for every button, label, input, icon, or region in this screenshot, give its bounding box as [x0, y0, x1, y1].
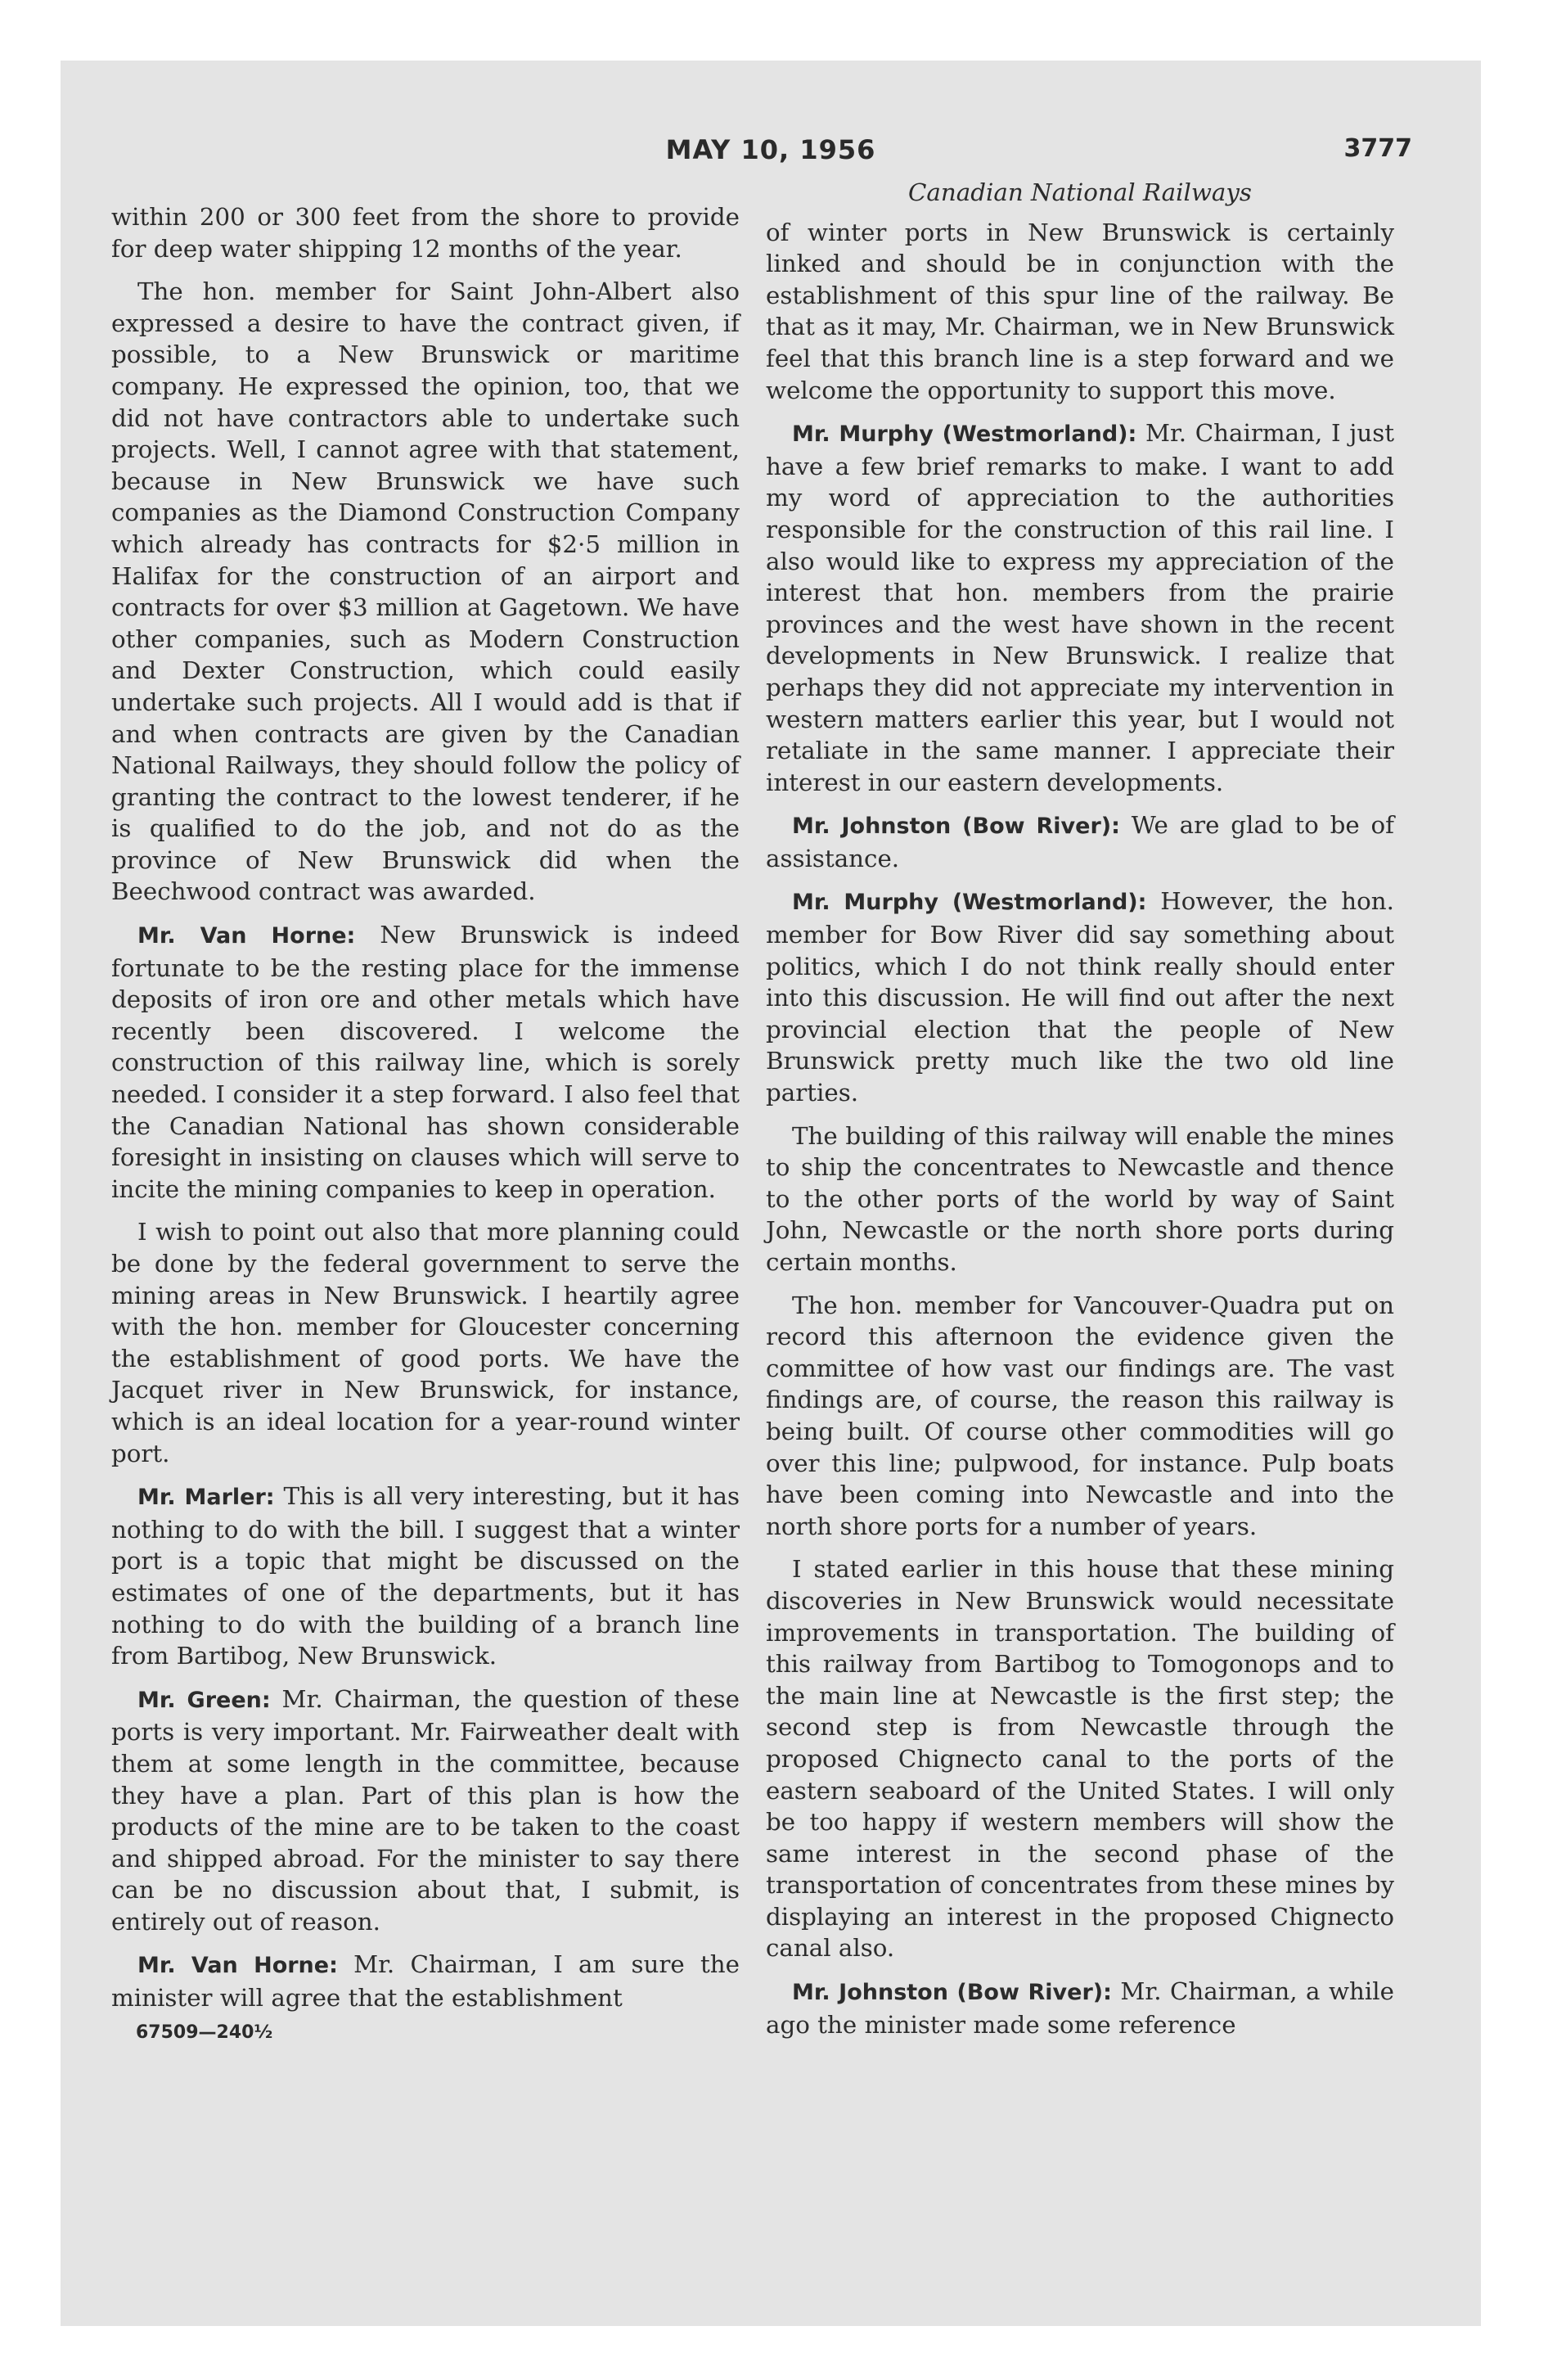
paragraph: The hon. member for Vancouver-Quadra put on record this afternoon the evidence given the committee of how vast our findings are. The vast findings are, of course, the reason this railway is being built. Of course other commodities will go over this line; pulpwood, for instance. Pulp boats have been coming into Newcastle and into the north shore ports for a number of years.	[766, 1291, 1394, 1540]
speaker-name: Mr. Marler:	[137, 1485, 275, 1511]
paragraph: The building of this railway will enable the mines to ship the concentrates to Newcastle and thence to the other ports of the world by way of Saint John, Newcastle or the north shore ports during certain months.	[766, 1121, 1394, 1276]
speech-text: Mr. Chairman, a while ago the minister made some reference	[766, 1977, 1394, 2039]
speaker-name: Mr. Green:	[137, 1687, 271, 1713]
speech-paragraph	[766, 1976, 1394, 2040]
printer-signature: 67509—240½	[136, 2022, 273, 2043]
page-date: MAY 10, 1956	[665, 134, 876, 165]
speech-paragraph	[111, 1684, 740, 1938]
speaker-name: Mr. Van Horne:	[137, 1953, 338, 1979]
speech-paragraph	[111, 1949, 740, 2013]
speech-text: This is all very interesting, but it has nothing to do with the bill. I suggest that a winter port is a topic that might be discussed on the estimates of one of the departments, but it has nothing to do with the building of a branch line from Bartibog, New Brunswick.	[111, 1482, 740, 1670]
speaker-name: Mr. Murphy (Westmorland):	[792, 890, 1147, 916]
speech-paragraph	[766, 417, 1394, 798]
right-column	[766, 178, 1394, 2052]
speaker-name: Mr. Johnston (Bow River):	[792, 1980, 1112, 2006]
left-column	[111, 201, 740, 2049]
speech-text: Mr. Chairman, the question of these ports is very important. Mr. Fairweather dealt with them at some length in the committee, because they have a plan. Part of this plan is how the products of the mine are to be taken to the coast and shipped abroad. For the minister to say there can be no discussion about that, I submit, is entirely out of reason.	[111, 1684, 740, 1936]
paragraph: The hon. member for Saint John-Albert also expressed a desire to have the contract given, if possible, to a New Brunswick or maritime company. He expressed the opinion, too, that we did not have contractors able to undertake such projects. Well, I cannot agree with that statement, because in New Brunswick we have such companies as the Diamond Construction Company which already has contracts for $2·5 million in Halifax for the construction of an airport and contracts for over $3 million at Gagetown. We have other companies, such as Modern Construction and Dexter Construction, which could easily undertake such projects. All I would add is that if and when contracts are given by the Canadian National Railways, they should follow the policy of granting the contract to the lowest tenderer, if he is qualified to do the job, and not do as the province of New Brunswick did when the Beechwood contract was awarded.	[111, 277, 740, 906]
speaker-name: Mr. Van Horne:	[137, 923, 356, 949]
speech-text: New Brunswick is indeed fortunate to be the resting place for the immense deposits of iron ore and other metals which have recently been discovered. I welcome the construction of this railway line, which is sorely needed. I consider it a step forward. I also feel that the Canadian National has shown considerable foresight in insisting on clauses which will serve to incite the mining companies to keep in operation.	[111, 921, 740, 1203]
speaker-name: Mr. Johnston (Bow River):	[792, 814, 1120, 840]
speech-text: Mr. Chairman, I am sure the minister will agree that the establishment	[111, 1950, 740, 2013]
paragraph: within 200 or 300 feet from the shore to provide for deep water shipping 12 months of the year.	[111, 203, 740, 263]
speech-paragraph	[766, 809, 1394, 874]
running-head: Canadian National Railways	[908, 178, 1252, 206]
page-number: 3777	[1343, 134, 1412, 163]
speech-text: However, the hon. member for Bow River did say something about politics, which I do not think really should enter into this discussion. He will find out after the next provincial election that the people of New Brunswick pretty much like the two old line parties.	[766, 887, 1394, 1107]
speech-paragraph	[766, 886, 1394, 1108]
paragraph: of winter ports in New Brunswick is certainly linked and should be in conjunction with the establishment of this spur line of the railway. Be that as it may, Mr. Chairman, we in New Brunswick feel that this branch line is a step forward and we welcome the opportunity to support this move.	[766, 218, 1394, 404]
speaker-name: Mr. Murphy (Westmorland):	[792, 421, 1137, 448]
speech-paragraph	[111, 1481, 740, 1672]
page-header	[61, 134, 1481, 183]
paragraph: I wish to point out also that more planning could be done by the federal government to serve the mining areas in New Brunswick. I heartily agree with the hon. member for Gloucester concerning the establishment of good ports. We have the Jacquet river in New Brunswick, for instance, which is an ideal location for a year-round winter port.	[111, 1218, 740, 1467]
paragraph: I stated earlier in this house that these mining discoveries in New Brunswick would necessitate improvements in transportation. The building of this railway from Bartibog to Tomogonops and to the main line at Newcastle is the first step; the second step is from Newcastle through the proposed Chignecto canal to the ports of the eastern seaboard of the United States. I will only be too happy if western members will show the same interest in the second phase of the transportation of concentrates from these mines by displaying an interest in the proposed Chignecto canal also.	[766, 1555, 1394, 1963]
speech-text: Mr. Chairman, I just have a few brief remarks to make. I want to add my word of appreciation to the authorities responsible for the construction of this rail line. I also would like to express my appreciation of the interest that hon. members from the prairie provinces and the west have shown in the recent developments in New Brunswick. I realize that perhaps they did not appreciate my intervention in western matters earlier this year, but I would not retaliate in the same manner. I appreciate their interest in our eastern developments.	[766, 419, 1394, 796]
speech-text: We are glad to be of assistance.	[766, 811, 1394, 872]
scanned-page	[61, 61, 1481, 2326]
speech-paragraph	[111, 919, 740, 1205]
